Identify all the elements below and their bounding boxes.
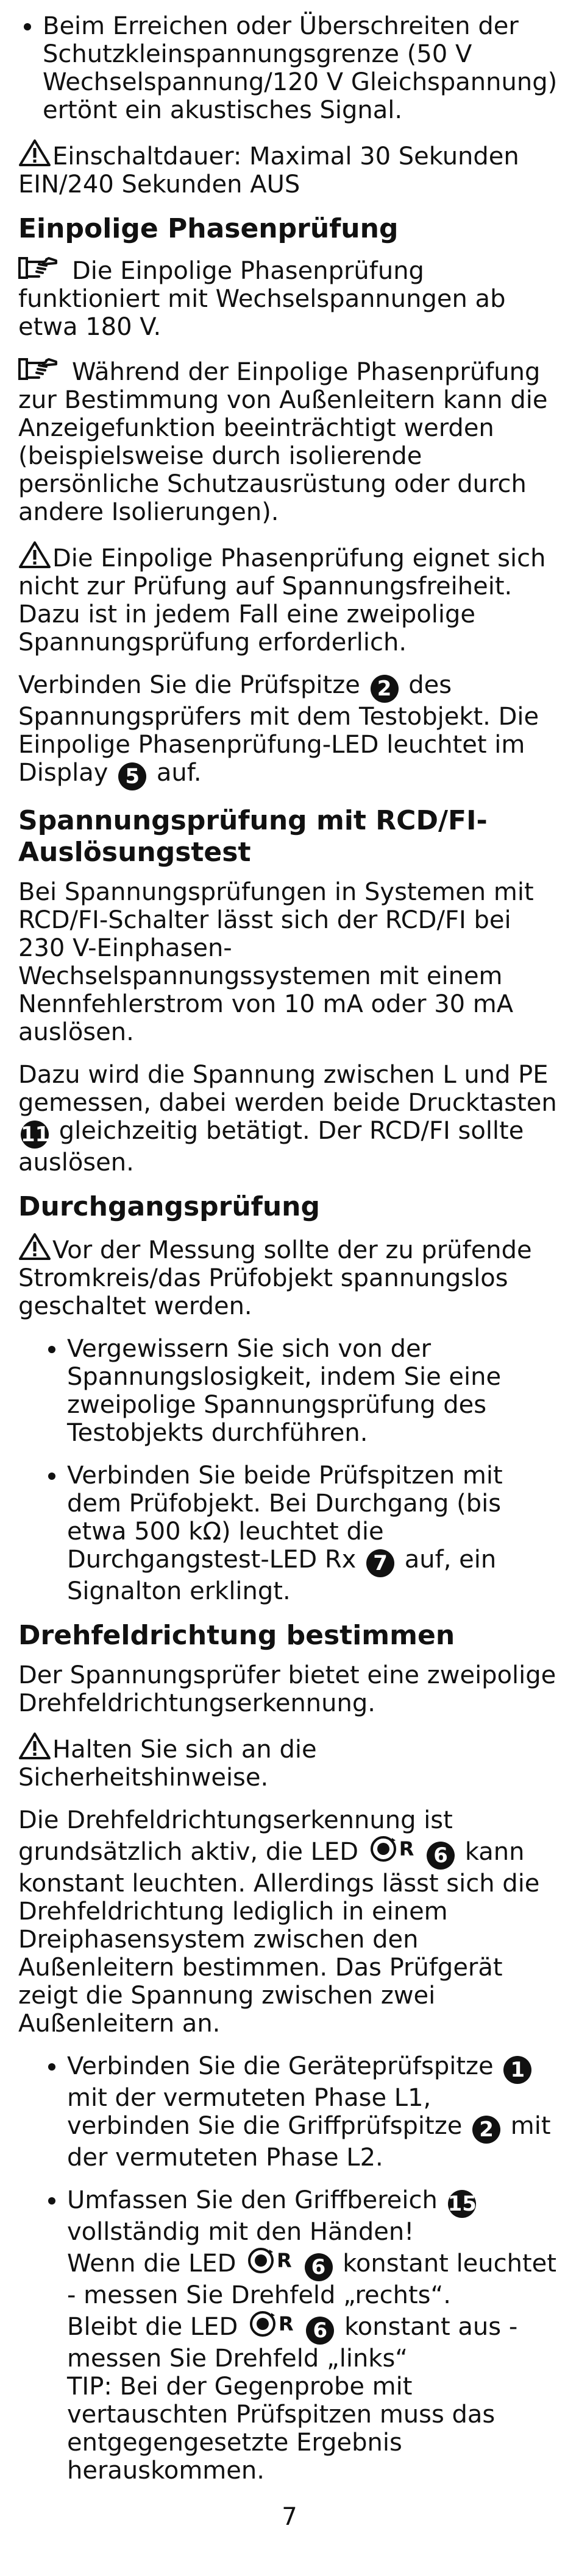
rotation-paragraph-1: Der Spannungsprüfer bietet eine zweipolige Drehfeldrichtungserkennung.: [18, 1661, 556, 1717]
callout-number: 5: [118, 762, 146, 790]
rotation-b2-text-d: konstant leuchtet - messen Sie Drehfeld „rechts“.: [67, 2250, 556, 2309]
continuity-list: [18, 1335, 561, 1605]
callout-number: 1: [503, 2056, 531, 2084]
rotation-led-icon: [369, 1834, 398, 1863]
single-pole-heading: Einpolige Phasenprüfung: [18, 213, 399, 244]
rotation-led-symbol: [369, 1834, 414, 1863]
rotation-warning: [18, 1732, 561, 1792]
list-item: [67, 2186, 561, 2485]
rotation-b1-text-a: Verbinden Sie die Geräteprüfspitze: [67, 2052, 494, 2080]
single-pole-note-1: [18, 255, 561, 341]
rcd-heading-line-1: Spannungsprüfung mit RCD/FI-: [18, 805, 488, 836]
connect-text-c: auf.: [156, 759, 202, 787]
rotation-led-symbol: [248, 2309, 294, 2338]
callout-number: 6: [306, 2317, 334, 2345]
rotation-text-b: kann konstant leuchten. Allerdings lässt sich die Drehfeldrichtung lediglich in einem Dreiphasensystem zwischen den Außenleitern bestimmen. Das Prüfgerät zeigt die Spannung zwischen zwei Außenleitern an.: [18, 1838, 540, 2038]
rotation-paragraph-2: [18, 1806, 561, 2038]
led-r-label: R: [278, 2312, 294, 2335]
duty-cycle-note: [18, 139, 561, 199]
rotation-b2-line-1: [67, 2186, 561, 2246]
manual-page: [18, 12, 561, 2499]
single-pole-note-2: [18, 356, 561, 526]
rotation-list: [18, 2052, 561, 2485]
warning-triangle-icon: [18, 139, 51, 167]
single-pole-warning-text: Die Einpolige Phasenprüfung eignet sich nicht zur Prüfung auf Spannungsfreiheit. Dazu ist in jedem Fall eine zweipolige Spannungsprüfung erforderlich.: [18, 544, 546, 656]
rotation-b2-text-a: Umfassen Sie den Griffbereich: [67, 2186, 438, 2214]
rcd-heading: [18, 805, 561, 868]
rotation-b2-tip: TIP: Bei der Gegenprobe mit vertauschten Prüfspitzen muss das entgegengesetzte Ergebnis herauskommen.: [67, 2373, 496, 2485]
pointing-hand-icon: [18, 356, 57, 381]
single-pole-warning: [18, 541, 561, 656]
continuity-text-a: Verbinden Sie beide Prüfspitzen mit dem Prüfobjekt. Bei Durchgang (bis etwa 500 kΩ) leuchtet die Durchgangstest-LED Rx: [67, 1462, 503, 1574]
callout-number: 2: [371, 675, 399, 703]
callout-number: 7: [366, 1549, 394, 1577]
rcd-text-b: gleichzeitig betätigt. Der RCD/FI sollte auslösen.: [18, 1117, 524, 1177]
rotation-led-symbol: [246, 2246, 292, 2275]
single-pole-note-2-text: Während der Einpolige Phasenprüfung zur Bestimmung von Außenleitern kann die Anzeigefunktion beeinträchtigt werden (beispielsweise durch isolierende persönliche Schutzausrüstung oder durch andere Isolierungen).: [18, 358, 548, 526]
list-item: [67, 1462, 561, 1605]
callout-number: 6: [305, 2253, 333, 2281]
rotation-b2-text-c: Wenn die LED: [67, 2250, 236, 2278]
rcd-heading-line-2: Auslösungstest: [18, 837, 251, 868]
callout-number: 6: [427, 1842, 455, 1870]
rotation-led-icon: [248, 2309, 277, 2338]
rotation-b2-line-3: [67, 2309, 561, 2373]
callout-number: 11: [21, 1121, 49, 1149]
connect-text-a: Verbinden Sie die Prüfspitze: [18, 671, 360, 699]
continuity-warning-text: Vor der Messung sollte der zu prüfende Stromkreis/das Prüfobjekt spannungslos geschaltet werden.: [18, 1236, 532, 1320]
intro-bullet: • Beim Erreichen oder Überschreiten der Schutzkleinspannungsgrenze (50 V Wechselspannung/120 V Gleichspannung) ertönt ein akustisches Signal.: [43, 12, 561, 124]
rotation-led-icon: [246, 2246, 275, 2275]
warning-triangle-icon: [18, 1233, 51, 1261]
rotation-b2-line-2: [67, 2246, 561, 2309]
connect-text-b: des Spannungsprüfers mit dem Testobjekt. Die Einpolige Phasenprüfung-LED leuchtet im Display: [18, 671, 539, 787]
rotation-b2-text-f: konstant aus - messen Sie Drehfeld „links“: [67, 2313, 518, 2373]
warning-triangle-icon: [18, 541, 51, 569]
continuity-heading: Durchgangsprüfung: [18, 1191, 320, 1222]
list-item: • Vergewissern Sie sich von der Spannungslosigkeit, indem Sie eine zweipolige Spannungsprüfung des Testobjekts durchführen.: [67, 1335, 561, 1447]
rcd-paragraph-2: [18, 1061, 561, 1177]
page-number: 7: [282, 2503, 297, 2531]
single-pole-connect: [18, 671, 561, 790]
intro-list: [18, 12, 561, 124]
pointing-hand-icon: [18, 255, 57, 280]
continuity-text-b: auf, ein Signalton erklingt.: [67, 1546, 497, 1605]
led-r-label: R: [399, 1837, 414, 1860]
continuity-warning: [18, 1233, 561, 1320]
led-r-label: R: [277, 2249, 292, 2272]
list-item: [67, 2052, 561, 2172]
rotation-b1-text-b: mit der vermuteten Phase L1, verbinden Sie die Griffprüfspitze: [67, 2084, 463, 2140]
rotation-b2-text-e: Bleibt die LED: [67, 2313, 238, 2341]
rotation-heading: Drehfeldrichtung bestimmen: [18, 1620, 455, 1651]
rotation-warning-text: Halten Sie sich an die Sicherheitshinweise.: [18, 1736, 317, 1792]
duty-cycle-text: Einschaltdauer: Maximal 30 Sekunden EIN/240 Sekunden AUS: [18, 143, 519, 199]
rcd-text-a: Dazu wird die Spannung zwischen L und PE gemessen, dabei werden beide Drucktasten: [18, 1061, 557, 1117]
single-pole-note-1-text: Die Einpolige Phasenprüfung funktioniert mit Wechselspannungen ab etwa 180 V.: [18, 257, 506, 341]
rotation-b2-text-b: vollständig mit den Händen!: [67, 2218, 414, 2246]
rotation-text-a: Die Drehfeldrichtungserkennung ist grundsätzlich aktiv, die LED: [18, 1806, 453, 1866]
callout-number: 2: [472, 2116, 500, 2144]
callout-number: 15: [448, 2190, 476, 2218]
rotation-b1-text-c: mit der vermuteten Phase L2.: [67, 2112, 551, 2172]
warning-triangle-icon: [18, 1732, 51, 1760]
rcd-paragraph-1: Bei Spannungsprüfungen in Systemen mit RCD/FI-Schalter lässt sich der RCD/FI bei 230 V-Einphasen-Wechselspannungssystemen mit einem Nennfehlerstrom von 10 mA oder 30 mA auslösen.: [18, 878, 534, 1046]
